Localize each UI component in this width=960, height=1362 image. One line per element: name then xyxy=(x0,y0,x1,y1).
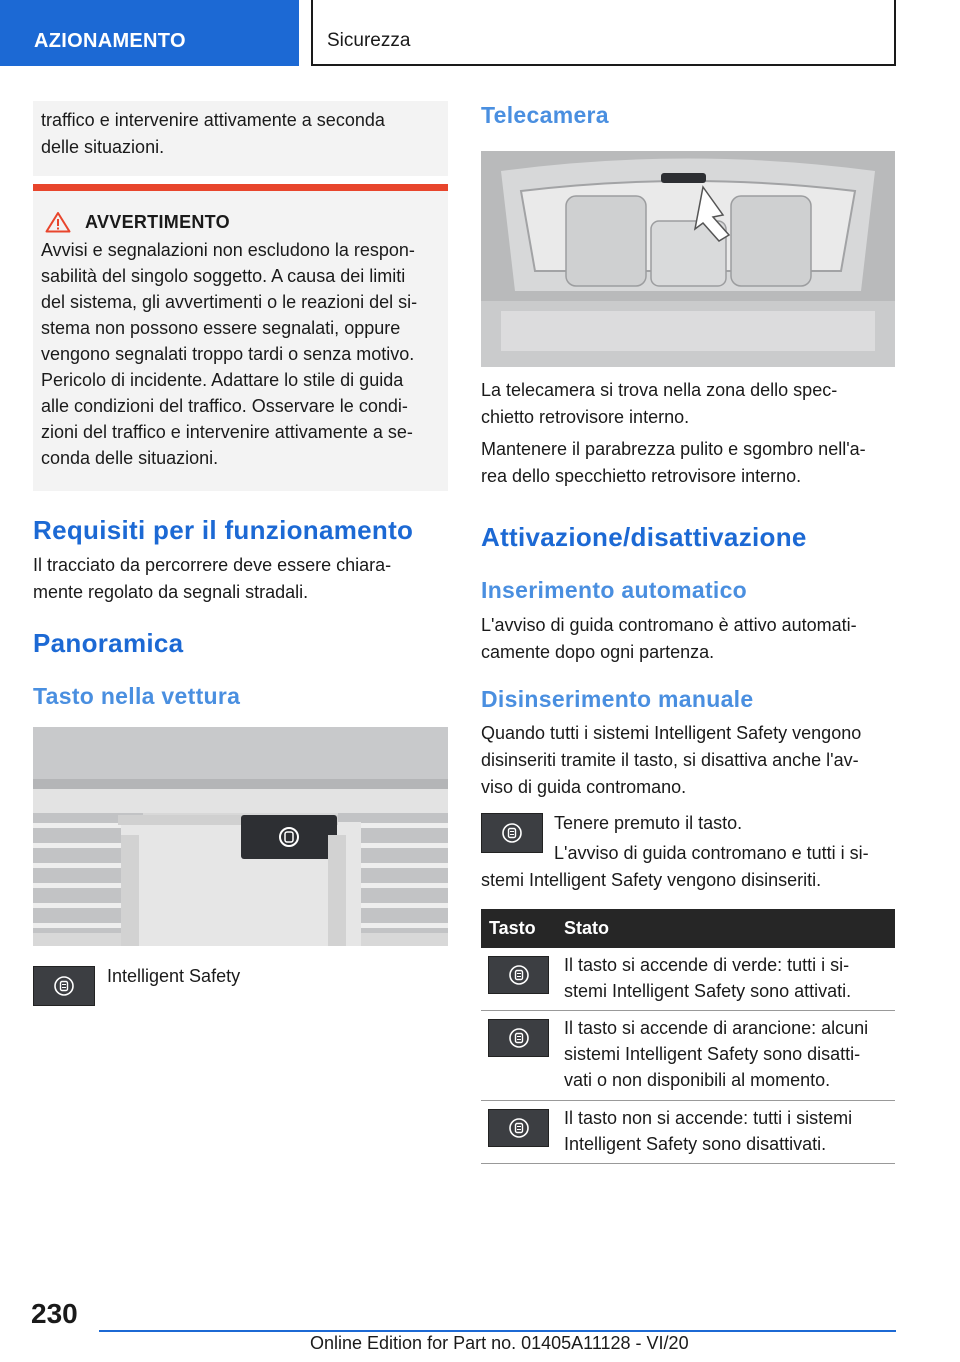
requirements-line: Il tracciato da percorrere deve essere chiara- xyxy=(33,555,392,575)
footer-divider xyxy=(99,1330,896,1332)
continued-line: delle situazioni. xyxy=(41,137,165,157)
result-line-2: stemi Intelligent Safety vengono disinseriti. xyxy=(481,870,822,890)
auto-line: camente dopo ogni partenza. xyxy=(481,642,715,662)
warning-title: AVVERTIMENTO xyxy=(85,211,230,232)
page-number: 230 xyxy=(31,1298,78,1329)
press-instruction: Tenere premuto il tasto. xyxy=(554,813,743,833)
button-heading: Tasto nella vettura xyxy=(33,683,241,709)
warning-line: del sistema, gli avvertimenti o le reazioni del si- xyxy=(41,292,418,312)
status-text xyxy=(556,1011,895,1100)
status-text xyxy=(556,948,895,1010)
camera-text-2 xyxy=(481,436,895,490)
warning-header xyxy=(45,211,440,233)
warning-box xyxy=(33,184,448,491)
intelligent-safety-icon xyxy=(488,1019,549,1057)
status-line: Il tasto si accende di arancione: alcuni xyxy=(564,1018,869,1038)
dashboard-button-image xyxy=(33,727,448,946)
intelligent-safety-icon xyxy=(501,822,523,844)
status-line: Il tasto non si accende: tutti i sistemi xyxy=(564,1108,853,1128)
warning-line: Pericolo di incidente. Adattare lo stile di guida xyxy=(41,370,404,390)
table-row xyxy=(481,1101,895,1164)
intelligent-safety-button-icon xyxy=(481,813,543,853)
status-text xyxy=(556,1101,895,1163)
table-row xyxy=(481,1011,895,1101)
continued-line: traffico e intervenire attivamente a seconda xyxy=(41,110,385,130)
warning-line: conda delle situazioni. xyxy=(41,448,219,468)
warning-line: Avvisi e segnalazioni non escludono la respon- xyxy=(41,240,415,260)
warning-line: alle condizioni del traffico. Osservare le condi- xyxy=(41,396,408,416)
warning-line: sabilità del singolo soggetto. A causa dei limiti xyxy=(41,266,406,286)
table-header xyxy=(481,909,895,948)
status-line: sistemi Intelligent Safety sono disatti- xyxy=(564,1044,861,1064)
button-caption: Intelligent Safety xyxy=(107,966,241,986)
manual-line: disinseriti tramite il tasto, si disattiva anche l'av- xyxy=(481,750,859,770)
status-line: Intelligent Safety sono disattivati. xyxy=(564,1134,827,1154)
status-line: stemi Intelligent Safety sono attivati. xyxy=(564,981,852,1001)
requirements-text xyxy=(33,552,448,606)
header-status: Stato xyxy=(564,918,609,938)
overview-heading: Panoramica xyxy=(33,628,184,658)
camera-line: La telecamera si trova nella zona dello spec- xyxy=(481,380,838,400)
result-line-1: L'avviso di guida contromano e tutti i si- xyxy=(554,843,869,863)
intelligent-safety-icon xyxy=(53,975,75,997)
camera-text-1 xyxy=(481,377,895,431)
warning-line: stema non possono essere segnalati, oppure xyxy=(41,318,401,338)
requirements-line: mente regolato da segnali stradali. xyxy=(33,582,309,602)
camera-line: rea dello specchietto retrovisore interno. xyxy=(481,466,802,486)
warning-line: zioni del traffico e intervenire attivamente a se- xyxy=(41,422,413,442)
status-table xyxy=(481,909,895,1164)
continued-note xyxy=(33,101,448,176)
status-line: Il tasto si accende di verde: tutti i si- xyxy=(564,955,850,975)
topic-tab xyxy=(311,0,896,66)
manual-line: viso di guida contromano. xyxy=(481,777,687,797)
camera-location-image xyxy=(481,151,895,367)
warning-triangle-icon xyxy=(45,211,71,233)
status-line: vati o non disponibili al momento. xyxy=(564,1070,831,1090)
section-title: AZIONAMENTO xyxy=(34,30,186,52)
edition-note: Online Edition for Part no. 01405A11128 - VI/20 xyxy=(310,1333,689,1353)
warning-text xyxy=(41,237,440,471)
camera-line: chietto retrovisore interno. xyxy=(481,407,690,427)
manual-heading: Disinserimento manuale xyxy=(481,686,754,712)
topic-title: Sicurezza xyxy=(327,30,411,51)
manual-line: Quando tutti i sistemi Intelligent Safety vengono xyxy=(481,723,862,743)
activation-heading: Attivazione/disattivazione xyxy=(481,522,807,552)
intelligent-safety-icon xyxy=(488,1109,549,1147)
table-row xyxy=(481,948,895,1011)
auto-heading: Inserimento automatico xyxy=(481,577,748,603)
intelligent-safety-button-icon xyxy=(33,966,95,1006)
camera-line: Mantenere il parabrezza pulito e sgombro nell'a- xyxy=(481,439,866,459)
section-tab xyxy=(0,0,299,66)
requirements-heading: Requisiti per il funzionamento xyxy=(33,515,414,545)
manual-text xyxy=(481,720,895,801)
auto-text xyxy=(481,612,895,666)
camera-heading: Telecamera xyxy=(481,102,609,128)
intelligent-safety-icon xyxy=(488,956,549,994)
auto-line: L'avviso di guida contromano è attivo automati- xyxy=(481,615,857,635)
header-key: Tasto xyxy=(489,918,536,938)
warning-line: vengono segnalati troppo tardi o senza motivo. xyxy=(41,344,415,364)
